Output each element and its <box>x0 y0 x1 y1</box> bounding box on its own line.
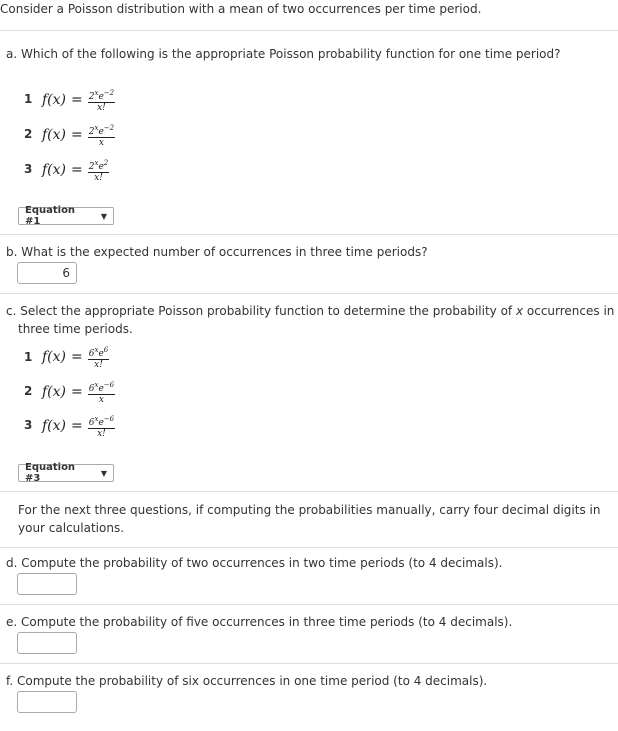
formula: f(x) = $\frac{6^xe^{-6}}{x}$ <box>42 380 115 405</box>
divider <box>0 604 618 605</box>
formula: f(x) = $\frac{2^xe^{-2}}{x}$ <box>42 123 115 148</box>
question-f-label: f. Compute the probability of six occurrences in one time period (to 4 decimals). <box>6 674 488 688</box>
divider <box>0 234 618 235</box>
divider <box>0 30 618 31</box>
question-a-equation-select[interactable]: Equation #1 ▼ <box>18 207 114 225</box>
divider <box>0 663 618 664</box>
question-c-equation-select[interactable]: Equation #3 ▼ <box>18 464 114 482</box>
dropdown-caret-icon: ▼ <box>100 468 107 478</box>
divider <box>0 491 618 492</box>
instruction-note: For the next three questions, if computing the probabilities manually, carry four decimal digits in your calculations. <box>18 503 601 535</box>
question-c-label-line2: three time periods. <box>18 322 133 336</box>
formula: f(x) = $\frac{2^xe^2}{x!}$ <box>42 158 109 183</box>
question-d-answer-input[interactable] <box>17 573 77 595</box>
formula: f(x) = $\frac{6^xe^6}{x!}$ <box>42 345 109 370</box>
question-b-label: b. What is the expected number of occurrences in three time periods? <box>6 245 428 259</box>
dropdown-caret-icon: ▼ <box>100 211 107 221</box>
question-f-answer-input[interactable] <box>17 691 77 713</box>
question-e-label: e. Compute the probability of five occurrences in three time periods (to 4 decimals). <box>6 615 513 629</box>
question-d-label: d. Compute the probability of two occurrences in two time periods (to 4 decimals). <box>6 556 503 570</box>
intro-text: Consider a Poisson distribution with a mean of two occurrences per time period. <box>0 2 482 16</box>
question-c-label: c. Select the appropriate Poisson probability function to determine the probability of x occurrences in <box>6 304 615 318</box>
divider <box>0 293 618 294</box>
divider <box>0 547 618 548</box>
question-e-answer-input[interactable] <box>17 632 77 654</box>
formula: f(x) = $\frac{2^xe^{-2}}{x!}$ <box>42 88 115 113</box>
formula: f(x) = $\frac{6^xe^{-6}}{x!}$ <box>42 414 115 439</box>
question-a-label: a. Which of the following is the appropriate Poisson probability function for one time period? <box>6 47 561 61</box>
question-b-answer-input[interactable]: 6 <box>17 262 77 284</box>
